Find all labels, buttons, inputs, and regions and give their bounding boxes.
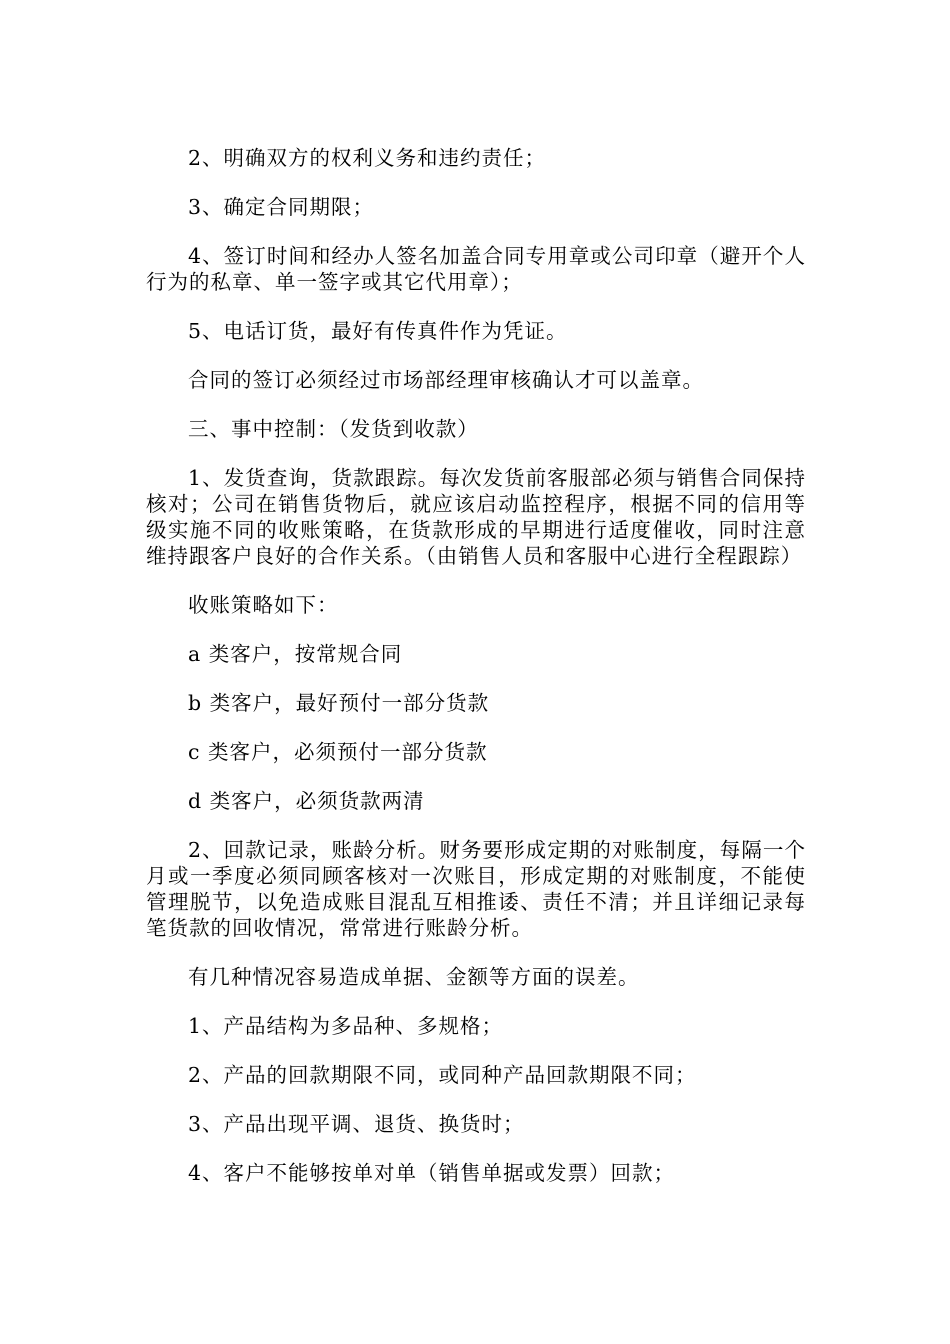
error-cause-4: 4、客户不能够按单对单（销售单据或发票）回款；: [188, 1161, 676, 1185]
section-heading-in-process-control: 三、事中控制：（发货到收款）: [188, 417, 479, 441]
error-cause-1: 1、产品结构为多品种、多规格；: [188, 1014, 504, 1038]
strategy-class-d: d 类客户，必须货款两清: [188, 789, 425, 813]
error-causes-intro: 有几种情况容易造成单据、金额等方面的误差。: [188, 965, 640, 989]
document-body: [146, 145, 806, 1209]
contract-approval-note: 合同的签订必须经过市场部经理审核确认才可以盖章。: [188, 368, 704, 392]
strategy-class-b: b 类客户，最好预付一部分货款: [188, 691, 490, 715]
item-1-shipment-tracking: 1、发货查询，货款跟踪。每次发货前客服部必须与销售合同保持核对；公司在销售货物后，就应该启动监控程序，根据不同的信用等级实施不同的收账策略，在货款形成的早期进行适度催收，同时注意维持跟客户良好的合作关系。（由销售人员和客服中心进行全程跟踪）: [146, 466, 806, 568]
clause-2-rights-obligations: 2、明确双方的权利义务和违约责任；: [188, 146, 547, 170]
item-2-payment-records: 2、回款记录，账龄分析。财务要形成定期的对账制度，每隔一个月或一季度必须同顾客核对一次账目，形成定期的对账制度，不能使管理脱节，以免造成账目混乱互相推诿、责任不清；并且详细记录每笔货款的回收情况，常常进行账龄分析。: [146, 838, 806, 940]
strategy-class-a: a 类客户，按常规合同: [188, 642, 403, 666]
clause-3-contract-term: 3、确定合同期限；: [188, 195, 375, 219]
clause-5-phone-order: 5、电话订货，最好有传真件作为凭证。: [188, 319, 568, 343]
error-cause-2: 2、产品的回款期限不同，或同种产品回款期限不同；: [188, 1063, 697, 1087]
collection-strategy-heading: 收账策略如下：: [188, 593, 339, 617]
clause-4-signing-seal: 4、签订时间和经办人签名加盖合同专用章或公司印章（避开个人行为的私章、单一签字或其它代用章）；: [146, 244, 806, 294]
strategy-class-c: c 类客户，必须预付一部分货款: [188, 740, 488, 764]
error-cause-3: 3、产品出现平调、退货、换货时；: [188, 1112, 525, 1136]
